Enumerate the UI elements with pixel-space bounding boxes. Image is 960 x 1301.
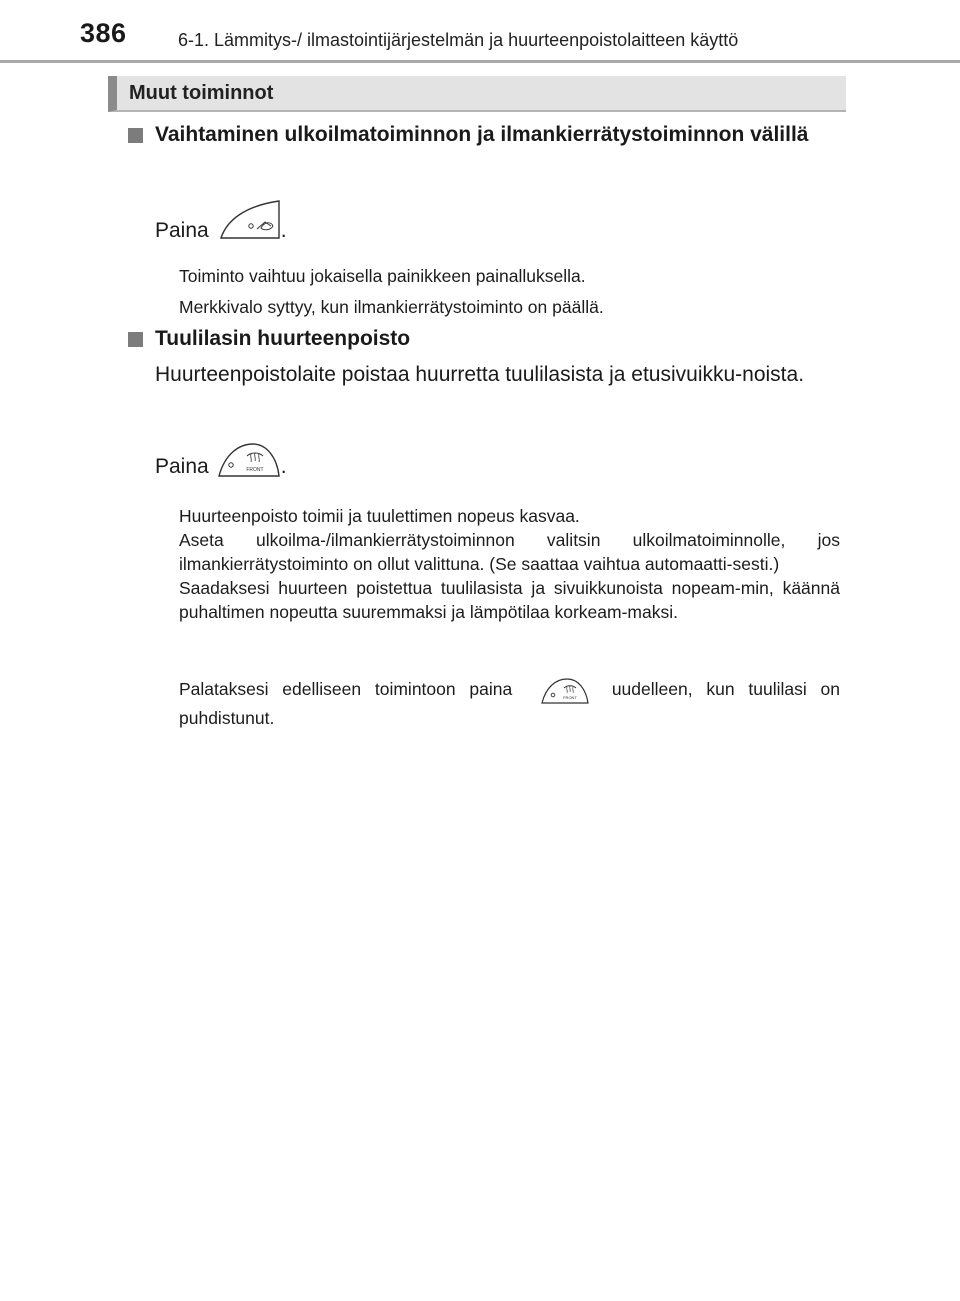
defog-section xyxy=(128,324,840,354)
return-text-before: Palataksesi edelliseen toimintoon paina xyxy=(179,679,513,699)
front-defroster-button[interactable] xyxy=(217,440,281,480)
recirc-note-1-text: Toiminto vaihtuu jokaisella painikkeen painalluksella. xyxy=(179,266,586,286)
defog-press-suffix: . xyxy=(280,455,287,478)
recirculation-icon xyxy=(217,198,281,244)
recirc-heading xyxy=(128,120,840,150)
recirc-note-2 xyxy=(179,295,840,319)
page-number: 386 xyxy=(80,18,127,48)
section-bar xyxy=(108,76,846,112)
defog-heading xyxy=(128,324,840,354)
recirc-note-1 xyxy=(179,264,840,288)
defog-note-1: Huurteenpoisto toimii ja tuulettimen nopeus kasvaa. xyxy=(179,506,580,526)
recirc-section xyxy=(128,120,840,150)
defog-notes xyxy=(179,504,840,624)
return-text-after: uudelleen, kun tuulilasi on puhdistunut. xyxy=(179,679,840,728)
recirc-press-label: Paina xyxy=(155,219,209,242)
recirculation-button[interactable] xyxy=(217,198,281,244)
square-bullet-icon xyxy=(128,332,143,347)
front-defroster-icon xyxy=(217,440,281,480)
front-label: FRONT xyxy=(246,467,264,473)
defog-press-label: Paina xyxy=(155,455,209,478)
front-defroster-icon xyxy=(540,677,590,705)
defog-body: Huurteenpoistolaite poistaa huurretta tuulilasista ja etusivuikku-noista. xyxy=(155,363,805,386)
section-title: Muut toiminnot xyxy=(129,82,274,104)
defog-return-note xyxy=(179,676,840,731)
chapter-title: 6-1. Lämmitys-/ ilmastointijärjestelmän ja huurteenpoistolaitteen käyttö xyxy=(178,30,739,50)
defog-press-row xyxy=(155,440,287,480)
square-bullet-icon xyxy=(128,128,143,143)
recirc-heading-text: Vaihtaminen ulkoilmatoiminnon ja ilmankierrätystoiminnon välillä xyxy=(155,123,809,146)
front-defroster-button-inline[interactable] xyxy=(540,677,590,705)
defog-note-3: Saadaksesi huurteen poistettua tuulilasista ja sivuikkunoista nopeam-min, käännä puhaltimen nopeutta suuremmaksi ja lämpötilaa korkeam-maksi. xyxy=(179,578,840,622)
defog-note-2: Aseta ulkoilma-/ilmankierrätystoiminnon valitsin ulkoilmatoiminnolle, jos ilmankierrätystoiminto on ollut valittuna. (Se saattaa vaihtua automaatti-sesti.) xyxy=(179,530,840,574)
header-rule xyxy=(0,60,960,63)
front-label-inline: FRONT xyxy=(563,695,577,700)
defog-heading-text: Tuulilasin huurteenpoisto xyxy=(155,327,411,350)
recirc-press-row xyxy=(155,198,287,244)
recirc-note-2-text: Merkkivalo syttyy, kun ilmankierrätystoiminto on päällä. xyxy=(179,297,604,317)
recirc-press-suffix: . xyxy=(280,219,287,242)
